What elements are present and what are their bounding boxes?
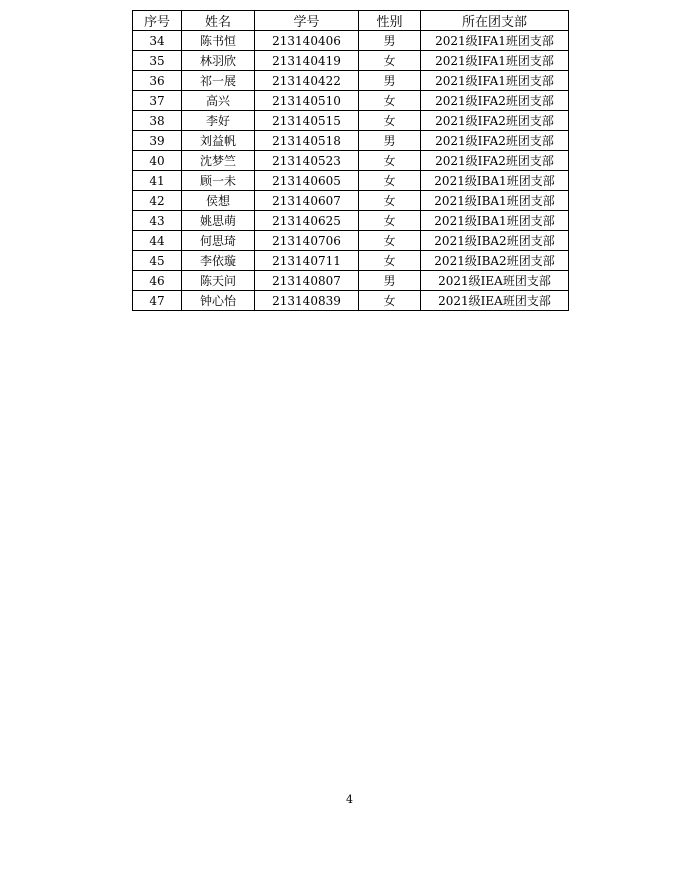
table-row — [133, 191, 569, 211]
cell-student-id: 213140625 — [255, 211, 359, 231]
cell-student-id: 213140422 — [255, 71, 359, 91]
cell-index: 40 — [133, 151, 182, 171]
cell-gender: 男 — [359, 71, 421, 91]
cell-branch: 2021级IBA1班团支部 — [421, 171, 569, 191]
cell-name: 高兴 — [182, 91, 255, 111]
page-number: 4 — [346, 793, 353, 806]
cell-branch: 2021级IFA1班团支部 — [421, 51, 569, 71]
cell-gender: 男 — [359, 271, 421, 291]
cell-branch: 2021级IFA2班团支部 — [421, 91, 569, 111]
cell-name: 姚思萌 — [182, 211, 255, 231]
table-header-row — [133, 11, 569, 31]
cell-name: 李好 — [182, 111, 255, 131]
table-row — [133, 271, 569, 291]
cell-gender: 女 — [359, 91, 421, 111]
cell-name: 陈书恒 — [182, 31, 255, 51]
cell-index: 42 — [133, 191, 182, 211]
table-row — [133, 251, 569, 271]
column-header-index: 序号 — [133, 11, 182, 31]
cell-student-id: 213140419 — [255, 51, 359, 71]
cell-index: 45 — [133, 251, 182, 271]
cell-branch: 2021级IBA2班团支部 — [421, 251, 569, 271]
cell-index: 43 — [133, 211, 182, 231]
cell-branch: 2021级IBA1班团支部 — [421, 191, 569, 211]
cell-student-id: 213140706 — [255, 231, 359, 251]
cell-branch: 2021级IBA1班团支部 — [421, 211, 569, 231]
cell-name: 祁一展 — [182, 71, 255, 91]
table-row — [133, 151, 569, 171]
cell-gender: 女 — [359, 191, 421, 211]
cell-gender: 女 — [359, 211, 421, 231]
cell-index: 36 — [133, 71, 182, 91]
cell-name: 何思琦 — [182, 231, 255, 251]
cell-gender: 女 — [359, 291, 421, 311]
cell-branch: 2021级IFA1班团支部 — [421, 71, 569, 91]
cell-student-id: 213140523 — [255, 151, 359, 171]
cell-student-id: 213140510 — [255, 91, 359, 111]
cell-branch: 2021级IFA2班团支部 — [421, 131, 569, 151]
cell-gender: 男 — [359, 131, 421, 151]
cell-gender: 女 — [359, 251, 421, 271]
cell-name: 钟心怡 — [182, 291, 255, 311]
cell-name: 沈梦竺 — [182, 151, 255, 171]
table-row — [133, 111, 569, 131]
column-header-name: 姓名 — [182, 11, 255, 31]
cell-gender: 女 — [359, 51, 421, 71]
cell-name: 侯想 — [182, 191, 255, 211]
column-header-gender: 性别 — [359, 11, 421, 31]
cell-index: 35 — [133, 51, 182, 71]
table-row — [133, 31, 569, 51]
cell-index: 46 — [133, 271, 182, 291]
table-row — [133, 71, 569, 91]
cell-gender: 男 — [359, 31, 421, 51]
cell-branch: 2021级IEA班团支部 — [421, 271, 569, 291]
cell-name: 林羽欣 — [182, 51, 255, 71]
cell-branch: 2021级IFA2班团支部 — [421, 111, 569, 131]
table-row — [133, 131, 569, 151]
cell-branch: 2021级IFA1班团支部 — [421, 31, 569, 51]
table-body — [133, 31, 569, 311]
table-row — [133, 231, 569, 251]
cell-branch: 2021级IBA2班团支部 — [421, 231, 569, 251]
cell-student-id: 213140515 — [255, 111, 359, 131]
cell-index: 34 — [133, 31, 182, 51]
cell-student-id: 213140518 — [255, 131, 359, 151]
cell-student-id: 213140406 — [255, 31, 359, 51]
cell-student-id: 213140839 — [255, 291, 359, 311]
cell-gender: 女 — [359, 171, 421, 191]
table-row — [133, 211, 569, 231]
cell-gender: 女 — [359, 231, 421, 251]
cell-index: 47 — [133, 291, 182, 311]
cell-name: 顾一未 — [182, 171, 255, 191]
cell-name: 李依璇 — [182, 251, 255, 271]
cell-name: 刘益帆 — [182, 131, 255, 151]
cell-index: 41 — [133, 171, 182, 191]
cell-index: 37 — [133, 91, 182, 111]
column-header-student-id: 学号 — [255, 11, 359, 31]
table-row — [133, 291, 569, 311]
cell-name: 陈天问 — [182, 271, 255, 291]
cell-student-id: 213140605 — [255, 171, 359, 191]
cell-gender: 女 — [359, 111, 421, 131]
cell-student-id: 213140711 — [255, 251, 359, 271]
cell-branch: 2021级IEA班团支部 — [421, 291, 569, 311]
cell-branch: 2021级IFA2班团支部 — [421, 151, 569, 171]
cell-student-id: 213140607 — [255, 191, 359, 211]
table-row — [133, 91, 569, 111]
column-header-branch: 所在团支部 — [421, 11, 569, 31]
table-row — [133, 171, 569, 191]
table-row — [133, 51, 569, 71]
cell-student-id: 213140807 — [255, 271, 359, 291]
student-table — [132, 10, 569, 311]
cell-index: 44 — [133, 231, 182, 251]
cell-index: 39 — [133, 131, 182, 151]
cell-index: 38 — [133, 111, 182, 131]
cell-gender: 女 — [359, 151, 421, 171]
